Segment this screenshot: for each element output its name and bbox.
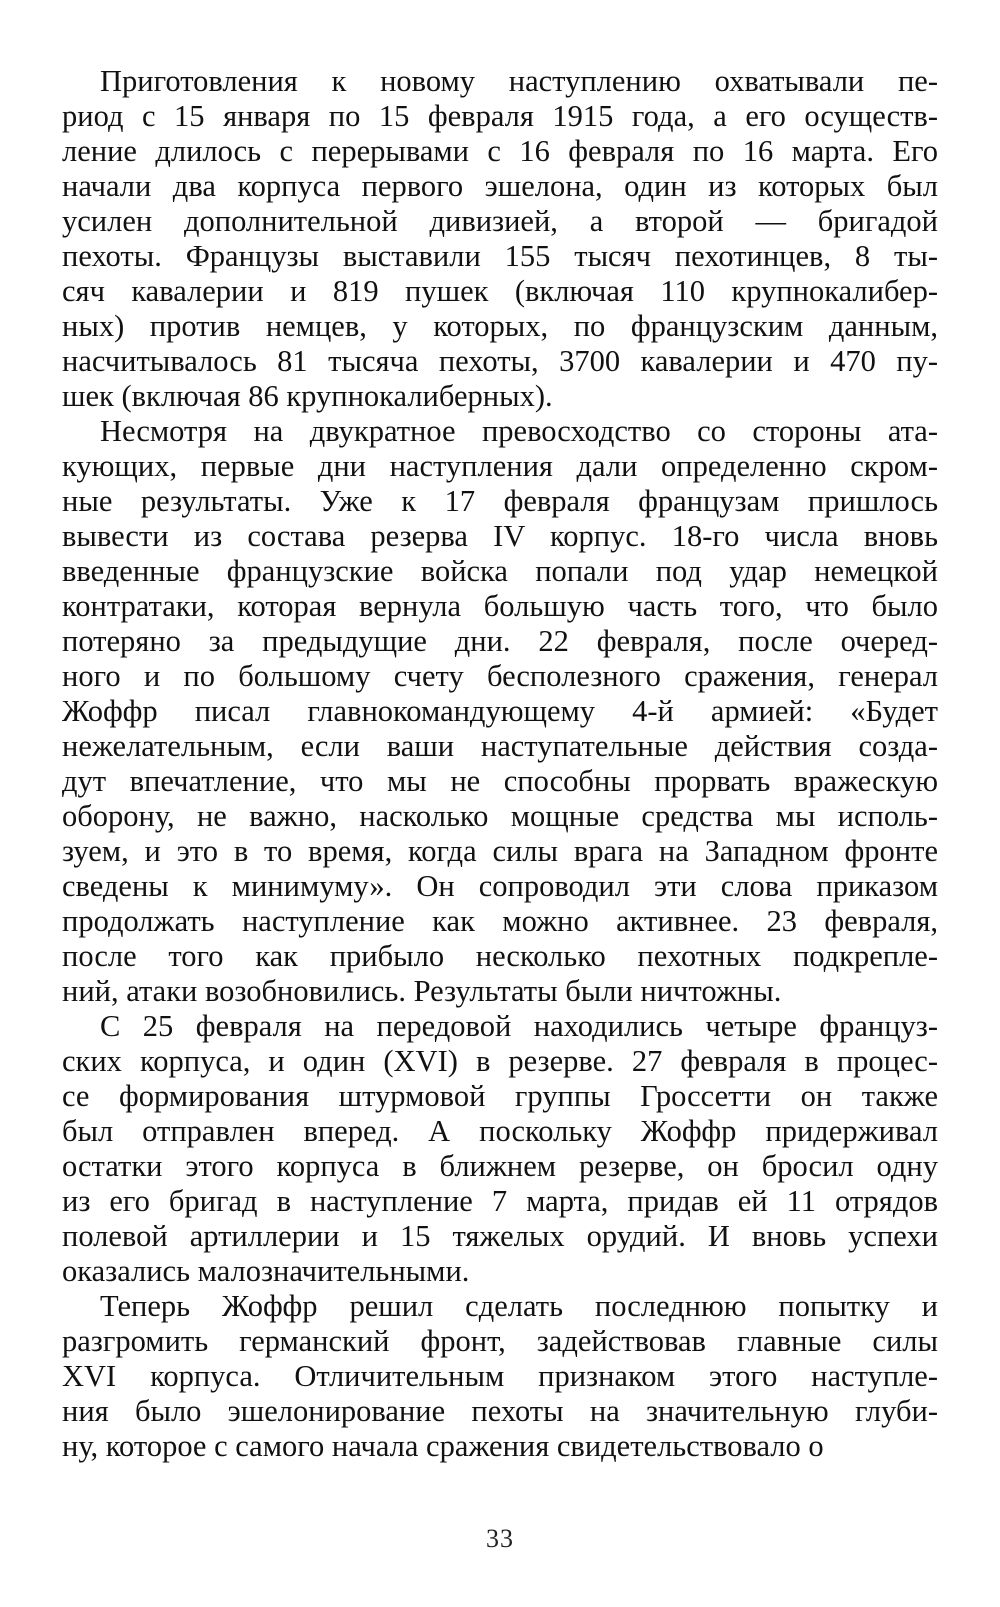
text-line: Приготовления к новому наступлению охватывали пе- <box>100 64 938 98</box>
page-number: 33 <box>486 1524 514 1553</box>
text-line: ные результаты. Уже к 17 февраля французам пришлось <box>62 484 938 518</box>
text-line: остатки этого корпуса в ближнем резерве, он бросил одну <box>62 1149 938 1183</box>
text-line: нежелательным, если ваши наступательные действия созда- <box>62 729 938 763</box>
text-line: оказались малозначительными. <box>62 1254 470 1288</box>
text-line: ний, атаки возобновились. Результаты были ничтожны. <box>62 974 782 1008</box>
text-line: дут впечатление, что мы не способны прорвать вражескую <box>62 764 938 798</box>
text-line: вывести из состава резерва IV корпус. 18-го числа вновь <box>62 519 938 553</box>
text-line: после того как прибыло несколько пехотных подкрепле- <box>62 939 938 973</box>
text-line: С 25 февраля на передовой находились четыре француз- <box>100 1009 938 1043</box>
text-line: Жоффр писал главнокомандующему 4-й армией: «Будет <box>62 694 938 728</box>
paragraph-1 <box>62 64 938 414</box>
text-line: зуем, и это в то время, когда силы врага на Западном фронте <box>62 834 938 868</box>
text-line: разгромить германский фронт, задействовав главные силы <box>62 1324 938 1358</box>
text-line: сяч кавалерии и 819 пушек (включая 110 крупнокалибер- <box>62 274 938 308</box>
text-line: ных) против немцев, у которых, по французским данным, <box>62 309 938 343</box>
text-line: контратаки, которая вернула большую часть того, что было <box>62 589 938 623</box>
text-line: сведены к минимуму». Он сопроводил эти слова приказом <box>62 869 938 903</box>
text-line: ление длилось с перерывами с 16 февраля по 16 марта. Его <box>62 134 938 168</box>
text-line: начали два корпуса первого эшелона, один из которых был <box>62 169 938 203</box>
text-line: введенные французские войска попали под удар немецкой <box>62 554 938 588</box>
text-line: ного и по большому счету бесполезного сражения, генерал <box>62 659 938 693</box>
text-line: насчитывалось 81 тысяча пехоты, 3700 кавалерии и 470 пу- <box>62 344 938 378</box>
text-line: из его бригад в наступление 7 марта, придав ей 11 отрядов <box>62 1184 938 1218</box>
text-line: XVI корпуса. Отличительным признаком этого наступле- <box>62 1359 938 1393</box>
text-line: риод с 15 января по 15 февраля 1915 года, а его осуществ- <box>62 99 938 133</box>
paragraph-2 <box>62 414 938 1009</box>
paragraph-4 <box>62 1289 938 1464</box>
text-line: ских корпуса, и один (XVI) в резерве. 27 февраля в процес- <box>62 1044 938 1078</box>
page-body <box>62 64 938 1464</box>
text-line: пехоты. Французы выставили 155 тысяч пехотинцев, 8 ты- <box>62 239 938 273</box>
text-line: Несмотря на двукратное превосходство со стороны ата- <box>100 414 938 448</box>
text-line: усилен дополнительной дивизией, а второй — бригадой <box>62 204 938 238</box>
paragraph-3 <box>62 1009 938 1289</box>
text-line: се формирования штурмовой группы Гроссетти он также <box>62 1079 938 1113</box>
text-line: продолжать наступление как можно активнее. 23 февраля, <box>62 904 938 938</box>
text-line: был отправлен вперед. А поскольку Жоффр придерживал <box>62 1114 938 1148</box>
text-line: ну, которое с самого начала сражения свидетельствовало о <box>62 1429 824 1463</box>
text-line: ния было эшелонирование пехоты на значительную глуби- <box>62 1394 938 1428</box>
text-line: Теперь Жоффр решил сделать последнюю попытку и <box>100 1289 938 1323</box>
text-line: шек (включая 86 крупнокалиберных). <box>62 379 553 413</box>
text-line: оборону, не важно, насколько мощные средства мы исполь- <box>62 799 938 833</box>
text-line: полевой артиллерии и 15 тяжелых орудий. И вновь успехи <box>62 1219 938 1253</box>
text-line: кующих, первые дни наступления дали определенно скром- <box>62 449 938 483</box>
text-line: потеряно за предыдущие дни. 22 февраля, после очеред- <box>62 624 938 658</box>
